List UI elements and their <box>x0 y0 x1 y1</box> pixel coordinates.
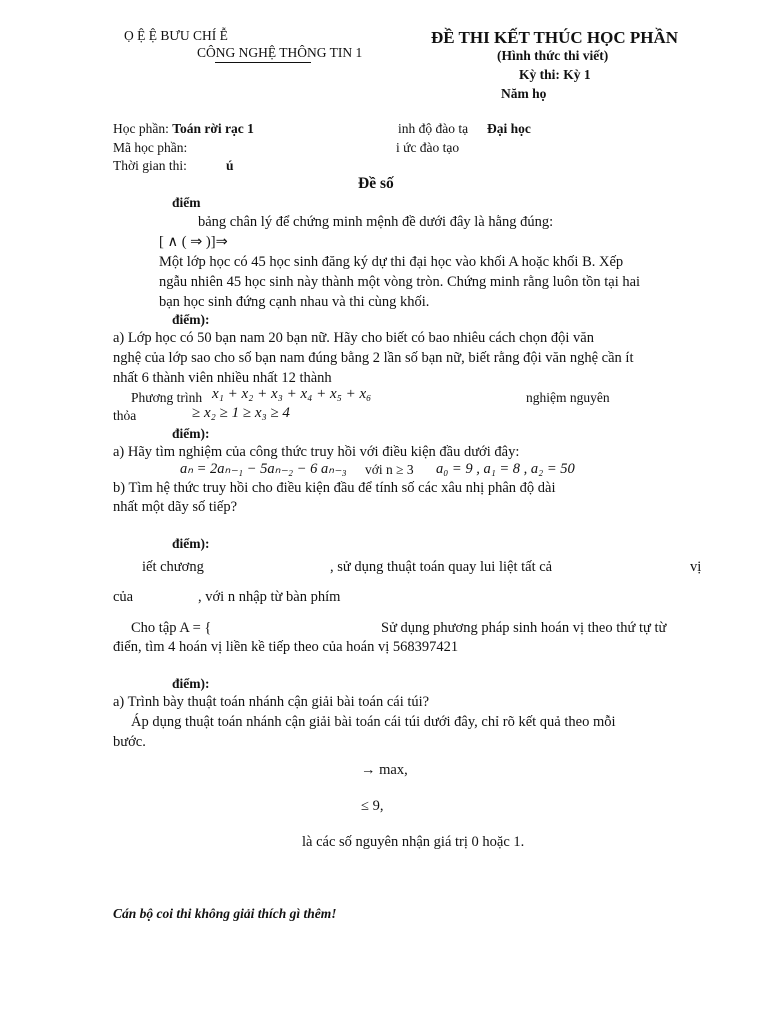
q3-a-condition: với n ≥ 3 <box>365 462 414 477</box>
q2-b-suffix: nghiệm nguyên <box>526 390 610 405</box>
q5-objective: → max, <box>361 762 408 778</box>
exam-term: Kỳ thi: Kỳ 1 <box>519 67 591 82</box>
q4-a-line1-middle: , sử dụng thuật toán quay lui liệt tất cả <box>330 559 553 575</box>
q3-a-line1: a) Hãy tìm nghiệm của công thức truy hồi với điều kiện đầu dưới đây: <box>113 444 520 460</box>
q4-a-line1-end: vị <box>690 559 702 575</box>
q4-points: điểm): <box>172 536 210 551</box>
header-institution-line1: Ọ Ệ Ệ BƯU CHÍ Ễ <box>124 28 228 43</box>
exam-number: Đề số <box>358 175 394 192</box>
course-code-label: Mã học phần: <box>113 140 188 155</box>
q1-formula: [ ∧ ( ⇒ )]⇒ <box>159 234 228 250</box>
training-mode-label: i ức đào tạo <box>396 140 460 155</box>
q5-b-line2: bước. <box>113 734 146 750</box>
q2-points: điểm): <box>172 312 210 327</box>
q2-a-line3: nhất 6 thành viên nhiều nhất 12 thành <box>113 370 332 386</box>
q4-b-line2: điển, tìm 4 hoán vị liền kề tiếp theo của hoán vị 568397421 <box>113 639 459 655</box>
q3-points: điểm): <box>172 426 210 441</box>
q4-b-line1-end: Sử dụng phương pháp sinh hoán vị theo thứ tự từ <box>381 620 667 636</box>
q4-b-line1-start: Cho tập A = { <box>131 620 212 636</box>
q3-b-line1: b) Tìm hệ thức truy hồi cho điều kiện đầu để tính số các xâu nhị phân độ dài <box>113 480 556 496</box>
q2-b-conditions: ≥ x₂ ≥ 1 ≥ x₃ ≥ 4 <box>192 405 290 421</box>
course-label: Học phần: Toán rời rạc 1 <box>113 121 254 136</box>
q5-constraint: ≤ 9, <box>361 798 384 814</box>
q2-b-equation: x₁ + x₂ + x₃ + x₄ + x₅ + x₆ <box>212 386 372 402</box>
q5-points: điểm): <box>172 676 210 691</box>
q3-a-initial-values: a₀ = 9 , a₁ = 8 , a₂ = 50 <box>436 461 575 477</box>
q4-a-line1-start: iết chương <box>142 559 204 575</box>
q5-a-line: a) Trình bày thuật toán nhánh cận giải bài toán cái túi? <box>113 694 430 710</box>
exam-time-label: Thời gian thi: <box>113 158 187 173</box>
level-label: inh độ đào tạ <box>398 121 469 136</box>
q1-points: điểm <box>172 195 201 210</box>
q3-a-formula: aₙ = 2aₙ₋₁ − 5aₙ₋₂ − 6 aₙ₋₃ <box>180 461 347 477</box>
header-institution-line2: CÔNG NGHỆ THÔNG TIN 1 <box>197 45 363 60</box>
header-underline <box>215 62 311 63</box>
q3-b-line2: nhất một dãy số tiếp? <box>113 499 238 515</box>
exam-year: Năm họ <box>501 86 547 101</box>
q4-a-line2-start: của <box>113 589 134 605</box>
q5-integer-condition: là các số nguyên nhận giá trị 0 hoặc 1. <box>302 834 525 850</box>
q2-a-line2: nghệ của lớp sao cho số bạn nam đúng bằng 2 lần số bạn nữ, biết rằng đội văn nghệ cần ít <box>113 350 634 366</box>
proctor-note: Cán bộ coi thi không giải thích gì thêm! <box>113 906 337 921</box>
q2-a-line1: a) Lớp học có 50 bạn nam 20 bạn nữ. Hãy cho biết có bao nhiêu cách chọn đội văn <box>113 330 594 346</box>
exam-title: ĐỀ THI KẾT THÚC HỌC PHẦN <box>431 28 679 47</box>
q2-b-prefix: Phương trình <box>131 390 203 405</box>
exam-form: (Hình thức thi viết) <box>497 48 609 63</box>
exam-time-value: ú <box>226 158 234 173</box>
q4-a-line2-end: , với n nhập từ bàn phím <box>198 589 341 605</box>
q1-b-line2: ngẫu nhiên 45 học sinh này thành một vòng tròn. Chứng minh rằng luôn tồn tại hai <box>159 274 641 290</box>
q1-b-line1: Một lớp học có 45 học sinh đăng ký dự thi đại học vào khối A hoặc khối B. Xếp <box>159 254 624 270</box>
q1-b-line3: bạn học sinh đứng cạnh nhau và thi cùng khối. <box>159 294 430 310</box>
q2-b-line2-prefix: thỏa <box>113 408 137 423</box>
q1-b-paragraph <box>159 252 702 312</box>
q5-b-line1: Áp dụng thuật toán nhánh cận giải bài toán cái túi dưới đây, chỉ rõ kết quả theo mỗi <box>131 714 616 730</box>
level-value: Đại học <box>487 121 531 136</box>
q1-a-text: bảng chân lý để chứng minh mệnh đề dưới đây là hằng đúng: <box>198 214 554 230</box>
